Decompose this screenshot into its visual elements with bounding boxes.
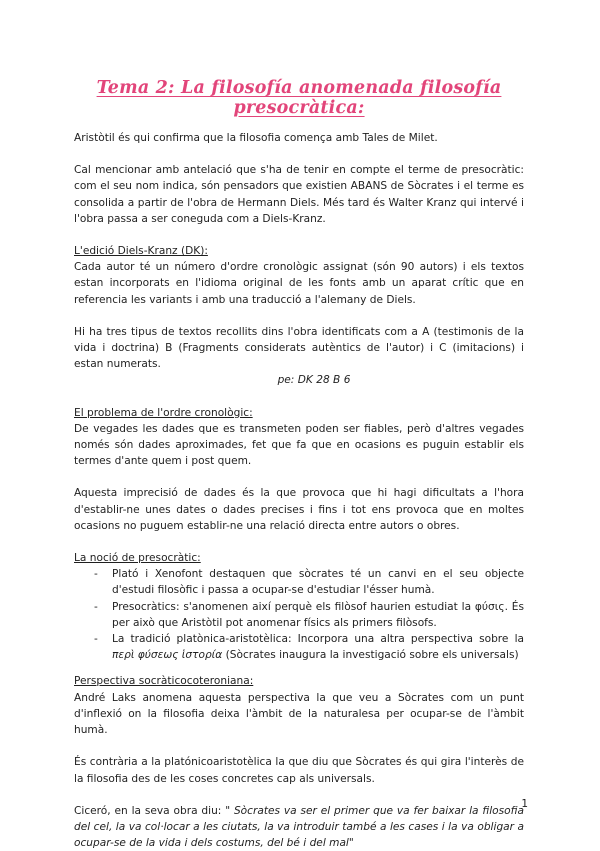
list-item: [94, 599, 524, 631]
heading-presocratic-notion: La noció de presocràtic:: [74, 552, 201, 565]
paragraph-diels-kranz: Cada autor té un número d'ordre cronològic assignat (són 90 autors) i els textos estan incorporats en l'idioma original de les fonts amb un aparat crític que en referencia les variants i amb una traducció a l'alemany de Diels.: [74, 261, 524, 306]
heading-socratic-perspective: Perspectiva socràticocoteroniana:: [74, 675, 254, 688]
heading-chronology-problem: El problema de l'ordre cronològic:: [74, 406, 253, 419]
cicero-quote: Sòcrates va ser el primer que va fer baixar la filosofia del cel, la va col·locar a les ciutats, la va introduir també a les cases i la va obligar a ocupar-se de la vida i dels costums, del bé i del mal: [74, 804, 524, 850]
list-item: [94, 631, 524, 663]
page-number: 1: [521, 798, 528, 810]
greek-phrase: περὶ φύσεως ἱστορία: [112, 649, 223, 662]
paragraph-platonic-aristotelian: És contrària a la platónicoaristotèlica la que diu que Sòcrates és qui gira l'interès de la filosofia des de les coses concretes cap als universals.: [74, 756, 524, 785]
paragraph-intro: Aristòtil és qui confirma que la filosofia comença amb Tales de Milet.: [74, 132, 438, 144]
document-body: [74, 130, 524, 851]
cicero-quote-end: ": [348, 837, 354, 850]
list-item-text: Presocràtics: s'anomenen així perquè els filòsof haurien estudiat la φύσις. És per això que Aristòtil pot anomenar físics als primers filòsofs.: [112, 600, 524, 629]
list-item: [94, 566, 524, 598]
page-title: Tema 2: La filosofía anomenada filosofía presocràtica:: [96, 78, 502, 118]
heading-diels-kranz: L'edició Diels-Kranz (DK):: [74, 245, 208, 258]
presocratic-notion-list: [74, 566, 524, 663]
list-item-text: Plató i Xenofont destaquen que sòcrates té un canvi en el seu objecte d'estudi filosòfic i passa a ocupar-se d'estudiar l'ésser humà.: [112, 568, 524, 597]
list-item-text-end: (Sòcrates inaugura la investigació sobre els universals): [222, 649, 519, 662]
paragraph-presocratic-term: Cal mencionar amb antelació que s'ha de tenir en compte el terme de presocràtic: com el seu nom indica, són pensadors que existien ABANS de Sòcrates i el terme es consolida a partir de l'obra de Hermann Diels. Més tard és Walter Kranz qui intervé i l'obra passa a ser coneguda com a Diels-Kranz.: [74, 164, 524, 225]
example-reference: pe: DK 28 B 6: [277, 374, 351, 387]
paragraph-imprecision: Aquesta imprecisió de dades és la que provoca que hi hagi dificultats a l'hora d'establir-ne unes dates o dades precises i fins i tot ens provoca que en moltes ocasions no puguem establir-ne una relació directa entre autors o obres.: [74, 487, 524, 532]
cicero-intro: Ciceró, en la seva obra diu: ": [74, 804, 234, 817]
paragraph-chronology-problem: De vegades les dades que es transmeten poden ser fiables, però d'altres vegades només són dades aproximades, fet que fa que en ocasions es puguin establir els termes d'ante quem i post quem.: [74, 422, 524, 468]
dash-bullet: -: [94, 568, 98, 581]
dash-bullet: -: [94, 633, 98, 646]
paragraph-cicero: [74, 803, 524, 851]
dash-bullet: -: [94, 600, 98, 613]
list-item-text: La tradició platònica-aristotèlica: Incorpora una altra perspectiva sobre la: [112, 633, 524, 646]
paragraph-laks: André Laks anomena aquesta perspectiva la que veu a Sòcrates com un punt d'inflexió on la filosofia deixa l'àmbit de la naturalesa per ocupar-se de l'àmbit humà.: [74, 691, 524, 737]
paragraph-text-types: Hi ha tres tipus de textos recollits dins l'obra identificats com a A (testimonis de la vida i doctrina) B (Fragments considerats autèntics de l'autor) i C (imitacions) i estan numerats.: [74, 325, 524, 371]
